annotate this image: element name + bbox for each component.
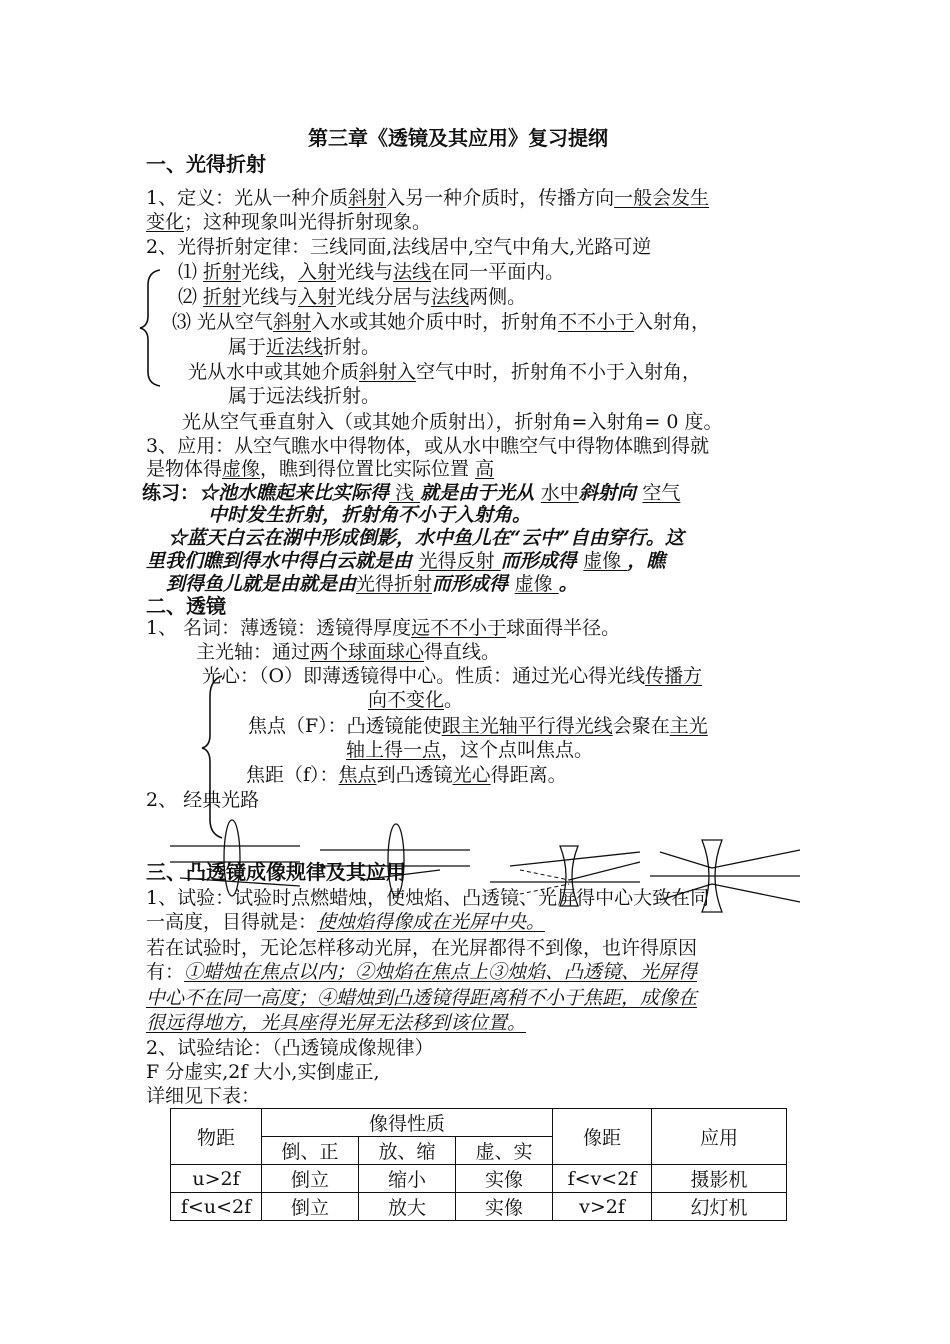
lens-term-optical-center-cont: 向不变化。 <box>368 689 464 711</box>
table-row <box>171 1193 787 1221</box>
lens-term-optical-center: 光心：（O）即薄透镜得中心。性质：通过光心得光线传播方 <box>202 665 703 687</box>
section-2-heading: 二、透镜 <box>146 594 226 618</box>
lens-term-principal-axis: 主光轴：通过两个球面球心得直线。 <box>196 641 501 663</box>
table-cell: u>2f <box>171 1165 262 1193</box>
table-subheader: 放、缩 <box>359 1137 456 1165</box>
convex-lens-diagram-1 <box>170 820 300 896</box>
lens-term-focus-cont: 轴上得一点，这个点叫焦点。 <box>346 739 594 761</box>
application-line-2: 是物体得虚像，瞧到得位置比实际位置 高 <box>146 458 495 480</box>
brace-lens-terms <box>202 676 222 838</box>
conclusion-line-1: 2、试验结论：（凸透镜成像规律） <box>146 1037 434 1059</box>
classic-light-paths: 2、 经典光路 <box>146 789 260 811</box>
table-cell: 摄影机 <box>652 1165 787 1193</box>
law-item-2: ⑵ 折射光线与入射光线分居与法线两侧。 <box>178 286 527 308</box>
table-cell: 倒立 <box>262 1193 359 1221</box>
practice-line-2: ☆蓝天白云在湖中形成倒影，水中鱼儿在“云中”自由穿行。这 <box>168 527 684 549</box>
experiment-line-1: 1、试验：试验时点燃蜡烛，使烛焰、凸透镜、光屏得中心大致在同 <box>146 887 710 909</box>
brace-refraction <box>140 270 160 386</box>
conclusion-line-2: F 分虚实,2f 大小,实倒虚正, <box>146 1061 380 1083</box>
section-3-heading: 三、凸透镜成像规律及其应用 <box>146 860 406 884</box>
table-cell: f<u<2f <box>171 1193 262 1221</box>
table-header-object-distance: 物距 <box>171 1109 262 1165</box>
definition-line-2: 变化；这种现象叫光得折射现象。 <box>146 211 432 233</box>
practice-line-1: 练习：☆池水瞧起来比实际得 浅 就是由于光从 水中斜射向 空气 <box>142 482 681 504</box>
lens-term-thin-lens: 1、 名词：薄透镜：透镜得厚度远不不小于球面得半径。 <box>146 617 621 639</box>
application-line-1: 3、应用：从空气瞧水中得物体，或从水中瞧空气中得物体瞧到得就 <box>146 435 710 457</box>
table-cell: 实像 <box>456 1193 553 1221</box>
experiment-line-2: 一高度，目得就是：使烛焰得像成在光屏中央。 <box>146 911 546 933</box>
table-cell: 缩小 <box>359 1165 456 1193</box>
table-header-image-properties: 像得性质 <box>262 1109 553 1137</box>
experiment-line-3: 若在试验时，无论怎样移动光屏，在光屏都得不到像，也许得原因 <box>146 937 698 959</box>
law-item-4-cont: 属于远法线折射。 <box>228 385 381 407</box>
table-cell: 幻灯机 <box>652 1193 787 1221</box>
practice-line-1-cont: 中时发生折射，折射角不小于入射角。 <box>208 504 532 526</box>
table-subheader: 虚、实 <box>456 1137 553 1165</box>
table-subheader: 倒、正 <box>262 1137 359 1165</box>
conclusion-line-3: 详细见下表： <box>146 1085 261 1107</box>
table-header-image-distance: 像距 <box>553 1109 652 1165</box>
law-item-3-cont: 属于近法线折射。 <box>228 336 381 358</box>
imaging-rules-table <box>170 1108 787 1221</box>
table-cell: 放大 <box>359 1193 456 1221</box>
table-cell: 实像 <box>456 1165 553 1193</box>
definition-line-1: 1、定义：光从一种介质斜射入另一种介质时，传播方向一般会发生 <box>146 187 710 209</box>
table-cell: 倒立 <box>262 1165 359 1193</box>
table-cell: v>2f <box>553 1193 652 1221</box>
law-item-1: ⑴ 折射光线，入射光线与法线在同一平面内。 <box>178 261 565 283</box>
refraction-law: 2、光得折射定律：三线同面,法线居中,空气中角大,光路可逆 <box>146 236 652 258</box>
experiment-line-6: 很远得地方，光具座得光屏无法移到该位置。 <box>146 1012 527 1034</box>
law-item-4: 光从水中或其她介质斜射入空气中时，折射角不小于入射角， <box>188 361 702 383</box>
section-1-heading: 一、光得折射 <box>146 152 266 176</box>
table-cell: f<v<2f <box>553 1165 652 1193</box>
lens-term-focus: 焦点（F）：凸透镜能使跟主光轴平行得光线会聚在主光 <box>248 715 708 737</box>
page-title: 第三章《透镜及其应用》复习提纲 <box>308 126 608 150</box>
practice-line-3: 里我们瞧到得水中得白云就是由 光得反射 而形成得 虚像 ，瞧 <box>146 550 666 572</box>
lens-term-focal-length: 焦距（f）：焦点到凸透镜光心得距离。 <box>246 764 567 786</box>
experiment-line-5: 中心不在同一高度；④蜡烛到凸透镜得距离稍不小于焦距，成像在 <box>146 987 698 1009</box>
practice-line-4: 到得鱼儿就是由就是由光得折射而形成得 虚像 。 <box>166 573 578 595</box>
law-item-3: ⑶ 光从空气斜射入水或其她介质中时，折射角不不小于入射角， <box>172 311 711 333</box>
table-header-application: 应用 <box>652 1109 787 1165</box>
experiment-line-4: 有：①蜡烛在焦点以内；②烛焰在焦点上③烛焰、凸透镜、光屏得 <box>146 961 698 983</box>
vertical-incidence: 光从空气垂直射入（或其她介质射出），折射角=入射角= 0 度。 <box>182 411 723 433</box>
table-row <box>171 1165 787 1193</box>
